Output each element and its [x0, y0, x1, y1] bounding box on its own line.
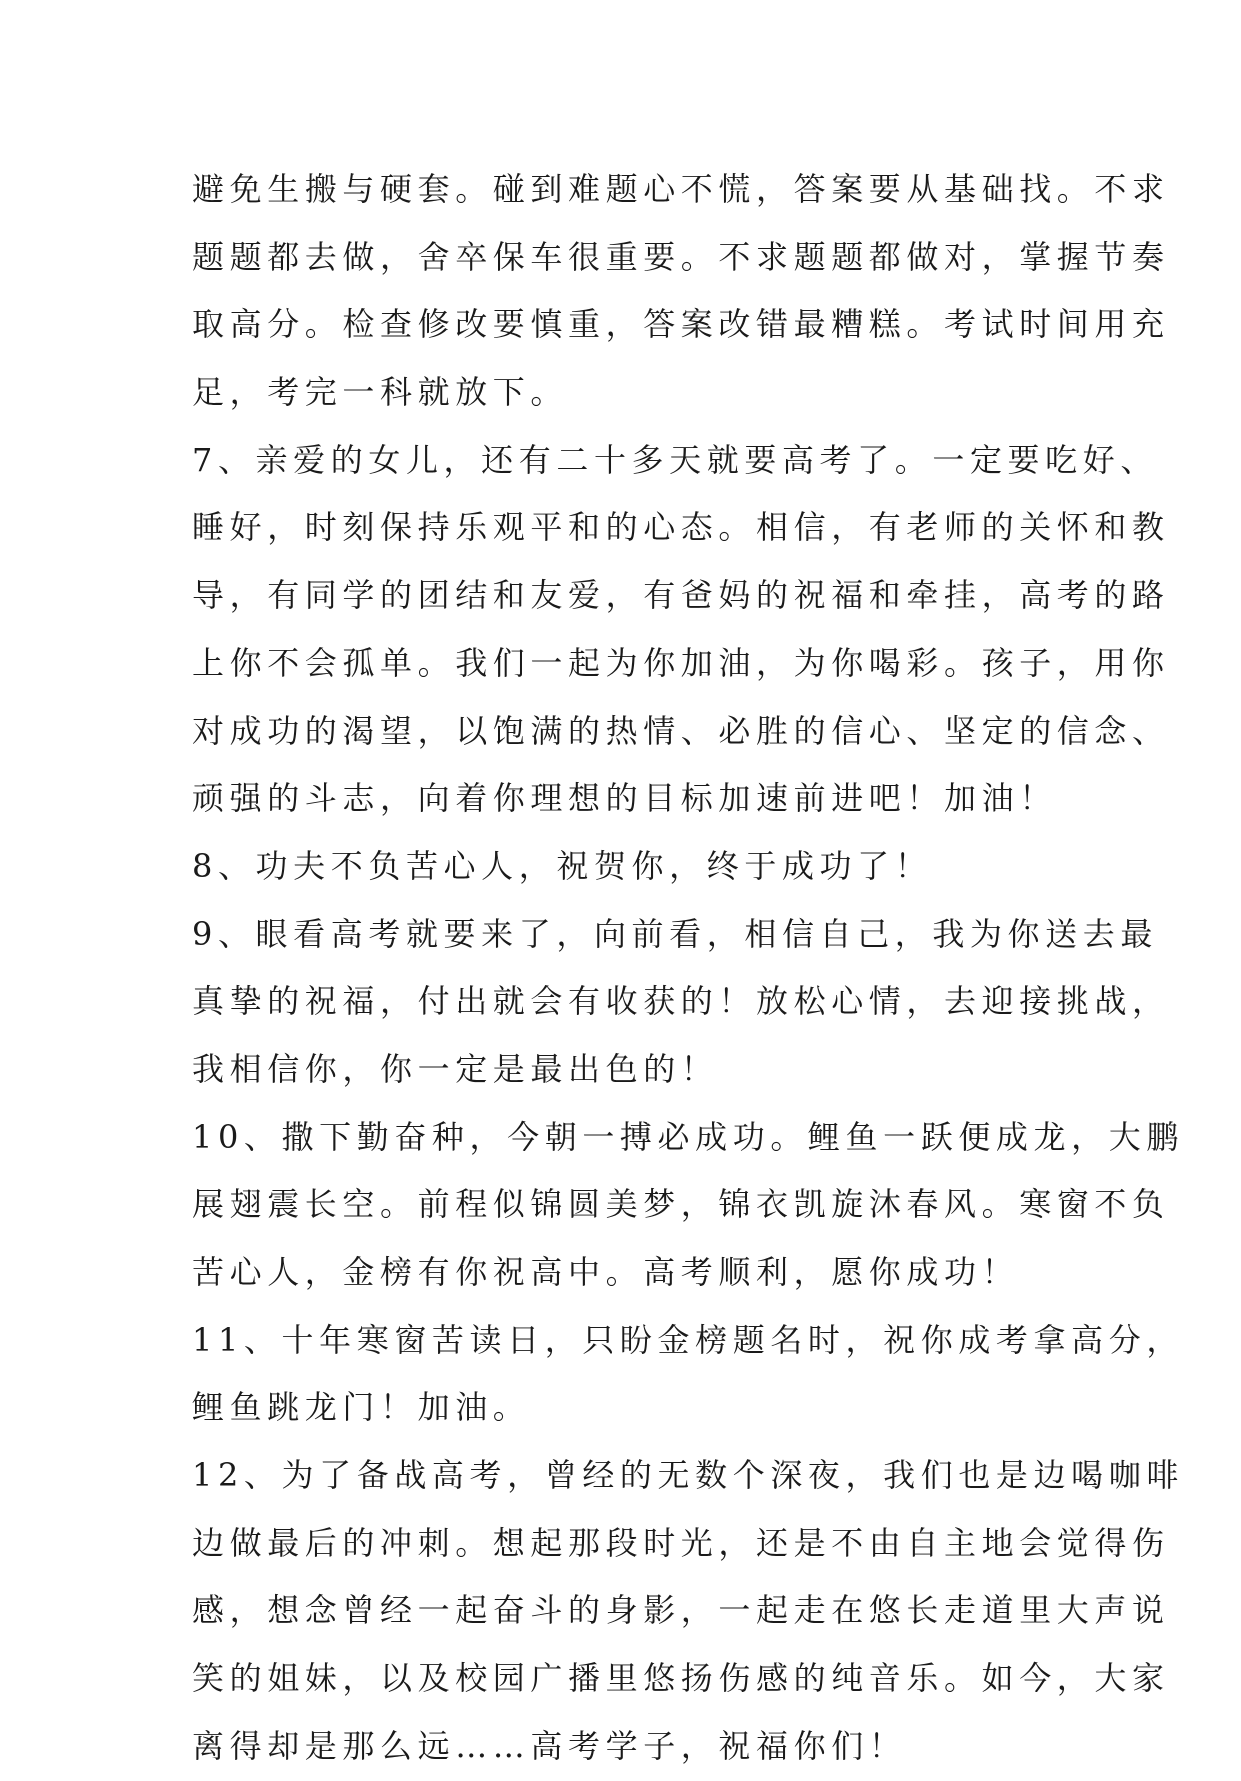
text-line: 真挚的祝福，付出就会有收获的！放松心情，去迎接挑战，	[192, 982, 1170, 1021]
text-line: 题题都去做，舍卒保车很重要。不求题题都做对，掌握节奏	[192, 237, 1170, 276]
text-line: 上你不会孤单。我们一起为你加油，为你喝彩。孩子，用你	[192, 643, 1170, 682]
text-line: 避免生搬与硬套。碰到难题心不慌，答案要从基础找。不求	[192, 170, 1170, 208]
text-line: 边做最后的冲刺。想起那段时光，还是不由自主地会觉得伤	[192, 1523, 1170, 1562]
body-text	[192, 156, 1184, 1781]
text-line: 12、为了备战高考，曾经的无数个深夜，我们也是边喝咖啡	[192, 1456, 1184, 1495]
text-line: 8、功夫不负苦心人，祝贺你，终于成功了！	[192, 846, 933, 885]
text-line: 展翅震长空。前程似锦圆美梦，锦衣凯旋沐春风。寒窗不负	[192, 1185, 1170, 1224]
text-line: 笑的姐妹，以及校园广播里悠扬伤感的纯音乐。如今，大家	[192, 1659, 1170, 1698]
text-line: 离得却是那么远……高考学子，祝福你们！	[192, 1726, 907, 1765]
text-line: 我相信你，你一定是最出色的！	[192, 1049, 719, 1088]
text-line: 10、撒下勤奋种，今朝一搏必成功。鲤鱼一跃便成龙，大鹏	[192, 1117, 1184, 1156]
text-line: 苦心人，金榜有你祝高中。高考顺利，愿你成功！	[192, 1253, 1020, 1291]
text-line: 睡好，时刻保持乐观平和的心态。相信，有老师的关怀和教	[192, 508, 1170, 547]
text-line: 感，想念曾经一起奋斗的身影，一起走在悠长走道里大声说	[192, 1591, 1170, 1630]
text-line: 11、十年寒窗苦读日，只盼金榜题名时，祝你成考拿高分，	[192, 1320, 1184, 1359]
text-line: 导，有同学的团结和友爱，有爸妈的祝福和牵挂，高考的路	[192, 576, 1170, 615]
text-line: 7、亲爱的女儿，还有二十多天就要高考了。一定要吃好、	[192, 440, 1158, 479]
text-line: 取高分。检查修改要慎重，答案改错最糟糕。考试时间用充	[192, 305, 1170, 344]
text-line: 足，考完一科就放下。	[192, 373, 569, 412]
text-line: 对成功的渴望，以饱满的热情、必胜的信心、坚定的信念、	[192, 711, 1170, 750]
text-line: 鲤鱼跳龙门！加油。	[192, 1388, 531, 1427]
text-line: 顽强的斗志，向着你理想的目标加速前进吧！加油！	[192, 779, 1057, 818]
text-line: 9、眼看高考就要来了，向前看，相信自己，我为你送去最	[192, 914, 1158, 953]
